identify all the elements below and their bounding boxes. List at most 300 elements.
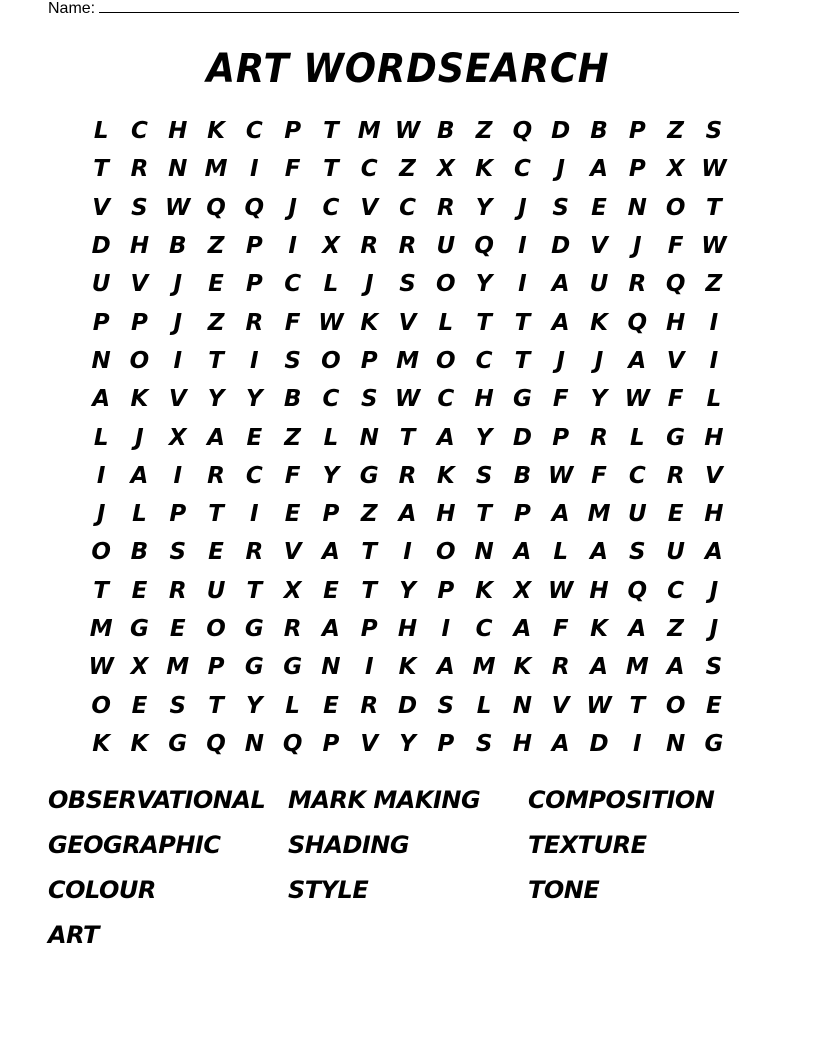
grid-letter[interactable]: K [475,577,494,604]
grid-letter[interactable]: P [131,309,148,336]
grid-letter[interactable]: O [91,692,111,719]
grid-letter[interactable]: T [361,539,378,566]
grid-letter[interactable]: A [628,347,647,374]
grid-letter[interactable]: W [394,118,421,145]
grid-letter[interactable]: Q [627,309,648,336]
grid-letter[interactable]: W [165,194,191,221]
grid-letter[interactable]: O [436,347,456,374]
grid-letter[interactable]: E [323,577,339,604]
grid-letter[interactable]: E [169,616,186,642]
grid-letter[interactable]: C [131,118,148,145]
word-list-item: STYLE [288,876,369,904]
grid-letter[interactable]: C [628,462,646,489]
grid-letter[interactable]: A [207,424,225,451]
grid-letter[interactable]: C [284,271,302,298]
grid-letter[interactable]: S [629,539,646,566]
grid-letter[interactable]: J [288,194,297,221]
grid-letter[interactable]: I [709,347,719,374]
grid-letter[interactable]: L [93,118,109,145]
grid-letter[interactable]: Q [665,271,686,298]
grid-letter[interactable]: B [283,386,302,413]
grid-letter[interactable]: N [359,424,379,451]
grid-letter[interactable]: S [705,654,723,681]
grid-letter[interactable]: U [666,539,685,566]
grid-letter[interactable]: I [250,347,259,374]
grid-letter[interactable]: P [360,616,378,642]
grid-letter[interactable]: X [666,156,685,183]
grid-letter[interactable]: F [552,386,569,413]
grid-letter[interactable]: S [399,271,416,298]
grid-letter[interactable]: A [513,616,532,642]
grid-letter[interactable]: E [131,692,148,719]
grid-letter[interactable]: Y [399,577,416,604]
grid-letter[interactable]: C [399,194,416,221]
grid-letter[interactable]: F [667,386,684,413]
grid-letter[interactable]: B [590,118,608,145]
grid-row [82,189,734,227]
grid-letter[interactable]: W [701,233,727,260]
grid-letter[interactable]: T [93,577,109,604]
grid-letter[interactable]: R [245,539,264,566]
grid-letter[interactable]: B [130,539,149,566]
grid-letter[interactable]: I [250,501,259,528]
grid-letter[interactable]: E [284,501,301,528]
grid-letter[interactable]: A [551,309,570,336]
grid-letter[interactable]: H [704,501,724,528]
grid-letter[interactable]: W [548,462,574,489]
grid-letter[interactable]: X [322,233,340,260]
grid-letter[interactable]: U [91,271,111,298]
word-list-item: GEOGRAPHIC [48,831,221,859]
grid-letter[interactable]: A [666,654,685,681]
grid-letter[interactable]: V [360,194,379,221]
grid-letter[interactable]: F [284,309,301,336]
grid-letter[interactable]: P [284,118,302,145]
grid-letter[interactable]: Y [475,271,493,298]
grid-letter[interactable]: N [168,156,188,183]
grid-letter[interactable]: T [514,309,531,336]
grid-letter[interactable]: L [438,309,454,336]
grid-letter[interactable]: Q [627,577,648,604]
grid-letter[interactable]: E [667,501,684,528]
grid-letter[interactable]: V [283,539,302,566]
grid-letter[interactable]: P [207,654,225,681]
grid-letter[interactable]: Z [399,156,416,183]
name-underline[interactable] [99,0,739,13]
grid-letter[interactable]: C [667,577,685,604]
grid-letter[interactable]: E [208,539,224,566]
grid-letter[interactable]: V [92,194,111,221]
grid-letter[interactable]: Y [475,194,493,221]
grid-letter[interactable]: C [360,156,378,183]
grid-letter[interactable]: N [321,654,341,681]
grid-letter[interactable]: I [709,309,719,336]
grid-letter[interactable]: Y [246,386,263,413]
grid-letter[interactable]: A [322,539,340,566]
grid-letter[interactable]: T [323,118,339,145]
grid-letter[interactable]: K [207,118,225,145]
grid-letter[interactable]: V [666,347,685,374]
grid-letter[interactable]: J [709,616,719,642]
word-list-item: COMPOSITION [528,786,715,814]
grid-letter[interactable]: K [590,616,608,642]
grid-letter[interactable]: H [129,233,150,260]
grid-letter[interactable]: E [591,194,607,221]
grid-letter[interactable]: Z [667,118,684,145]
grid-letter[interactable]: A [551,271,570,298]
grid-letter[interactable]: J [556,347,565,374]
grid-letter[interactable]: I [250,156,259,183]
grid-letter[interactable]: D [551,233,571,260]
grid-letter[interactable]: H [436,501,456,528]
grid-letter[interactable]: S [169,692,187,719]
grid-letter[interactable]: S [360,386,378,413]
grid-letter[interactable]: H [474,386,494,413]
grid-letter[interactable]: L [285,692,300,719]
grid-letter[interactable]: U [589,271,609,298]
grid-letter[interactable]: T [323,156,339,183]
grid-letter[interactable]: M [166,654,190,681]
grid-letter[interactable]: N [244,730,264,757]
grid-letter[interactable]: T [208,692,224,719]
grid-letter[interactable]: Q [282,730,303,757]
grid-letter[interactable]: T [361,577,378,604]
grid-letter[interactable]: H [397,616,418,642]
grid-letter[interactable]: J [709,577,719,604]
grid-letter[interactable]: P [360,347,378,374]
grid-letter[interactable]: E [706,692,722,719]
grid-letter[interactable]: W [701,156,727,183]
grid-letter[interactable]: C [475,347,493,374]
grid-letter[interactable]: V [590,233,608,260]
grid-letter[interactable]: W [548,577,574,604]
grid-letter[interactable]: Y [207,386,225,413]
grid-letter[interactable]: W [318,309,344,336]
grid-letter[interactable]: Q [474,233,494,260]
grid-letter[interactable]: G [359,462,379,489]
grid-letter[interactable]: X [130,654,149,681]
grid-letter[interactable]: V [168,386,187,413]
grid-row [82,303,734,341]
grid-letter[interactable]: A [92,386,111,413]
grid-letter[interactable]: H [512,730,533,757]
grid-letter[interactable]: L [93,424,109,451]
grid-letter[interactable]: A [551,730,570,757]
grid-letter[interactable]: X [168,424,187,451]
grid-letter[interactable]: Z [207,309,225,336]
grid-letter[interactable]: J [173,309,183,336]
grid-letter[interactable]: K [590,309,608,336]
grid-letter[interactable]: P [552,424,570,451]
grid-letter[interactable]: M [204,156,228,183]
grid-letter[interactable]: E [246,424,263,451]
grid-letter[interactable]: D [397,692,418,719]
grid-letter[interactable]: N [627,194,647,221]
grid-letter[interactable]: C [245,462,263,489]
grid-letter[interactable]: R [590,424,608,451]
grid-letter[interactable]: K [130,386,149,413]
grid-letter[interactable]: A [590,654,608,681]
grid-letter[interactable]: H [665,309,686,336]
grid-letter[interactable]: O [436,271,456,298]
grid-letter[interactable]: T [514,347,531,374]
grid-letter[interactable]: A [628,616,647,642]
grid-letter[interactable]: I [96,462,106,489]
grid-letter[interactable]: Q [244,194,265,221]
grid-letter[interactable]: R [360,692,379,719]
grid-letter[interactable]: G [130,616,149,642]
grid-letter[interactable]: I [173,347,183,374]
grid-letter[interactable]: S [169,539,187,566]
grid-letter[interactable]: F [552,616,569,642]
grid-letter[interactable]: G [168,730,188,757]
grid-letter[interactable]: P [437,730,455,757]
grid-letter[interactable]: X [513,577,532,604]
grid-letter[interactable]: M [357,118,381,145]
grid-letter[interactable]: G [704,730,724,757]
grid-letter[interactable]: O [436,539,456,566]
grid-letter[interactable]: O [321,347,341,374]
grid-letter[interactable]: O [665,692,686,719]
grid-letter[interactable]: A [436,654,455,681]
grid-letter[interactable]: V [551,692,570,719]
grid-letter[interactable]: L [323,271,339,298]
grid-letter[interactable]: R [666,462,685,489]
grid-letter[interactable]: R [130,156,149,183]
word-list-item: TEXTURE [528,831,647,859]
grid-letter[interactable]: V [130,271,149,298]
grid-letter[interactable]: A [704,539,723,566]
grid-letter[interactable]: K [92,730,111,757]
grid-letter[interactable]: S [131,194,148,221]
grid-letter[interactable]: L [476,692,492,719]
grid-letter[interactable]: K [436,462,455,489]
grid-letter[interactable]: O [91,539,111,566]
grid-letter[interactable]: V [704,462,723,489]
grid-letter[interactable]: C [245,118,263,145]
grid-letter[interactable]: C [513,156,531,183]
grid-letter[interactable]: T [93,156,109,183]
grid-letter[interactable]: U [436,233,456,260]
grid-letter[interactable]: W [624,386,650,413]
grid-letter[interactable]: G [244,616,264,642]
grid-letter[interactable]: C [437,386,455,413]
grid-letter[interactable]: H [704,424,724,451]
grid-letter[interactable]: M [625,654,649,681]
grid-letter[interactable]: Y [475,424,493,451]
grid-letter[interactable]: O [129,347,150,374]
grid-letter[interactable]: I [364,654,374,681]
grid-letter[interactable]: F [284,156,301,183]
grid-letter[interactable]: E [208,271,224,298]
grid-letter[interactable]: K [360,309,379,336]
grid-letter[interactable]: Y [246,692,263,719]
grid-letter[interactable]: D [551,118,571,145]
grid-letter[interactable]: C [475,616,493,642]
grid-letter[interactable]: J [96,501,106,528]
grid-letter[interactable]: S [437,692,455,719]
grid-letter[interactable]: T [476,309,492,336]
grid-letter[interactable]: R [551,654,570,681]
grid-letter[interactable]: C [322,194,340,221]
grid-letter[interactable]: S [475,730,493,757]
grid-letter[interactable]: I [403,539,412,566]
grid-letter[interactable]: S [475,462,493,489]
grid-letter[interactable]: O [665,194,686,221]
grid-letter[interactable]: D [91,233,111,260]
grid-letter[interactable]: N [512,692,533,719]
grid-letter[interactable]: J [173,271,183,298]
grid-letter[interactable]: I [633,730,642,757]
page-title: ART WORDSEARCH [206,46,610,92]
grid-letter[interactable]: K [130,730,149,757]
grid-letter[interactable]: W [88,654,114,681]
grid-letter[interactable]: T [706,194,722,221]
grid-row [82,265,734,303]
grid-letter[interactable]: N [91,347,111,374]
grid-letter[interactable]: J [594,347,604,374]
grid-letter[interactable]: Z [284,424,301,451]
grid-letter[interactable]: S [552,194,569,221]
grid-letter[interactable]: I [173,462,183,489]
grid-letter[interactable]: P [437,577,455,604]
grid-letter[interactable]: U [206,577,226,604]
grid-letter[interactable]: R [398,233,417,260]
grid-letter[interactable]: D [512,424,532,451]
grid-letter[interactable]: K [513,654,532,681]
grid-letter[interactable]: T [629,692,646,719]
grid-letter[interactable]: S [284,347,301,374]
grid-letter[interactable]: R [360,233,379,260]
grid-letter[interactable]: J [135,424,144,451]
grid-letter[interactable]: R [207,462,225,489]
grid-letter[interactable]: M [472,654,496,681]
grid-letter[interactable]: O [206,616,226,642]
grid-letter[interactable]: T [208,501,224,528]
grid-letter[interactable]: K [398,654,417,681]
grid-letter[interactable]: I [518,271,527,298]
grid-letter[interactable]: B [513,462,532,489]
grid-letter[interactable]: W [586,692,612,719]
grid-letter[interactable]: Y [590,386,608,413]
grid-letter[interactable]: G [283,654,303,681]
grid-letter[interactable]: S [705,118,723,145]
grid-letter[interactable]: R [283,616,302,642]
grid-letter[interactable]: H [589,577,609,604]
grid-letter[interactable]: X [436,156,455,183]
grid-letter[interactable]: V [398,309,417,336]
grid-letter[interactable]: A [513,539,532,566]
grid-letter[interactable]: R [436,194,455,221]
grid-letter[interactable]: A [590,156,608,183]
grid-letter[interactable]: F [284,462,301,489]
grid-letter[interactable]: Y [322,462,340,489]
grid-letter[interactable]: M [89,616,113,642]
grid-letter[interactable]: T [208,347,224,374]
grid-letter[interactable]: E [323,692,339,719]
grid-letter[interactable]: P [245,271,263,298]
grid-letter[interactable]: Z [360,501,378,528]
grid-letter[interactable]: L [706,386,722,413]
grid-row [82,342,734,380]
grid-letter[interactable]: A [322,616,340,642]
grid-letter[interactable]: D [589,730,609,757]
grid-letter[interactable]: J [518,194,527,221]
name-field[interactable] [48,0,739,20]
grid-letter[interactable]: P [322,730,340,757]
grid-letter[interactable]: Z [705,271,723,298]
grid-letter[interactable]: R [168,577,187,604]
grid-letter[interactable]: L [323,424,339,451]
grid-letter[interactable]: G [666,424,686,451]
grid-letter[interactable]: L [629,424,645,451]
grid-letter[interactable]: J [633,233,642,260]
grid-letter[interactable]: Y [399,730,416,757]
grid-letter[interactable]: N [474,539,494,566]
grid-letter[interactable]: P [245,233,263,260]
grid-letter[interactable]: M [587,501,611,528]
grid-letter[interactable]: Z [207,233,225,260]
grid-letter[interactable]: Q [206,730,226,757]
grid-letter[interactable]: G [244,654,264,681]
grid-letter[interactable]: J [556,156,565,183]
grid-letter[interactable]: M [396,347,419,374]
grid-letter[interactable]: R [398,462,417,489]
grid-letter[interactable]: W [394,386,421,413]
grid-letter[interactable]: V [360,730,379,757]
grid-letter[interactable]: G [512,386,532,413]
grid-letter[interactable]: R [245,309,264,336]
grid-letter[interactable]: Z [667,616,684,642]
grid-letter[interactable]: B [437,118,455,145]
grid-letter[interactable]: A [398,501,417,528]
grid-letter[interactable]: U [627,501,647,528]
grid-letter[interactable]: Q [512,118,533,145]
grid-letter[interactable]: F [667,233,684,260]
grid-letter[interactable]: J [364,271,374,298]
grid-letter[interactable]: T [476,501,492,528]
grid-letter[interactable]: R [628,271,647,298]
grid-letter[interactable]: P [513,501,531,528]
grid-letter[interactable]: P [628,156,646,183]
grid-letter[interactable]: A [551,501,570,528]
grid-letter[interactable]: N [665,730,686,757]
grid-letter[interactable]: H [168,118,188,145]
grid-letter[interactable]: I [441,616,451,642]
grid-letter[interactable]: K [475,156,494,183]
grid-letter[interactable]: Q [206,194,226,221]
grid-letter[interactable]: P [169,501,187,528]
grid-letter[interactable]: F [591,462,607,489]
grid-letter[interactable]: T [399,424,416,451]
grid-letter[interactable]: P [628,118,646,145]
grid-letter[interactable]: P [92,309,110,336]
grid-letter[interactable]: I [518,233,527,260]
grid-letter[interactable]: L [132,501,147,528]
grid-letter[interactable]: A [436,424,455,451]
grid-letter[interactable]: B [168,233,187,260]
grid-letter[interactable]: X [283,577,302,604]
grid-letter[interactable]: Z [475,118,493,145]
grid-letter[interactable]: P [322,501,340,528]
grid-letter[interactable]: E [131,577,148,604]
grid-letter[interactable]: I [288,233,297,260]
grid-letter[interactable]: L [553,539,569,566]
grid-letter[interactable]: A [130,462,149,489]
grid-letter[interactable]: C [322,386,340,413]
grid-letter[interactable]: A [590,539,608,566]
grid-letter[interactable]: T [246,577,263,604]
